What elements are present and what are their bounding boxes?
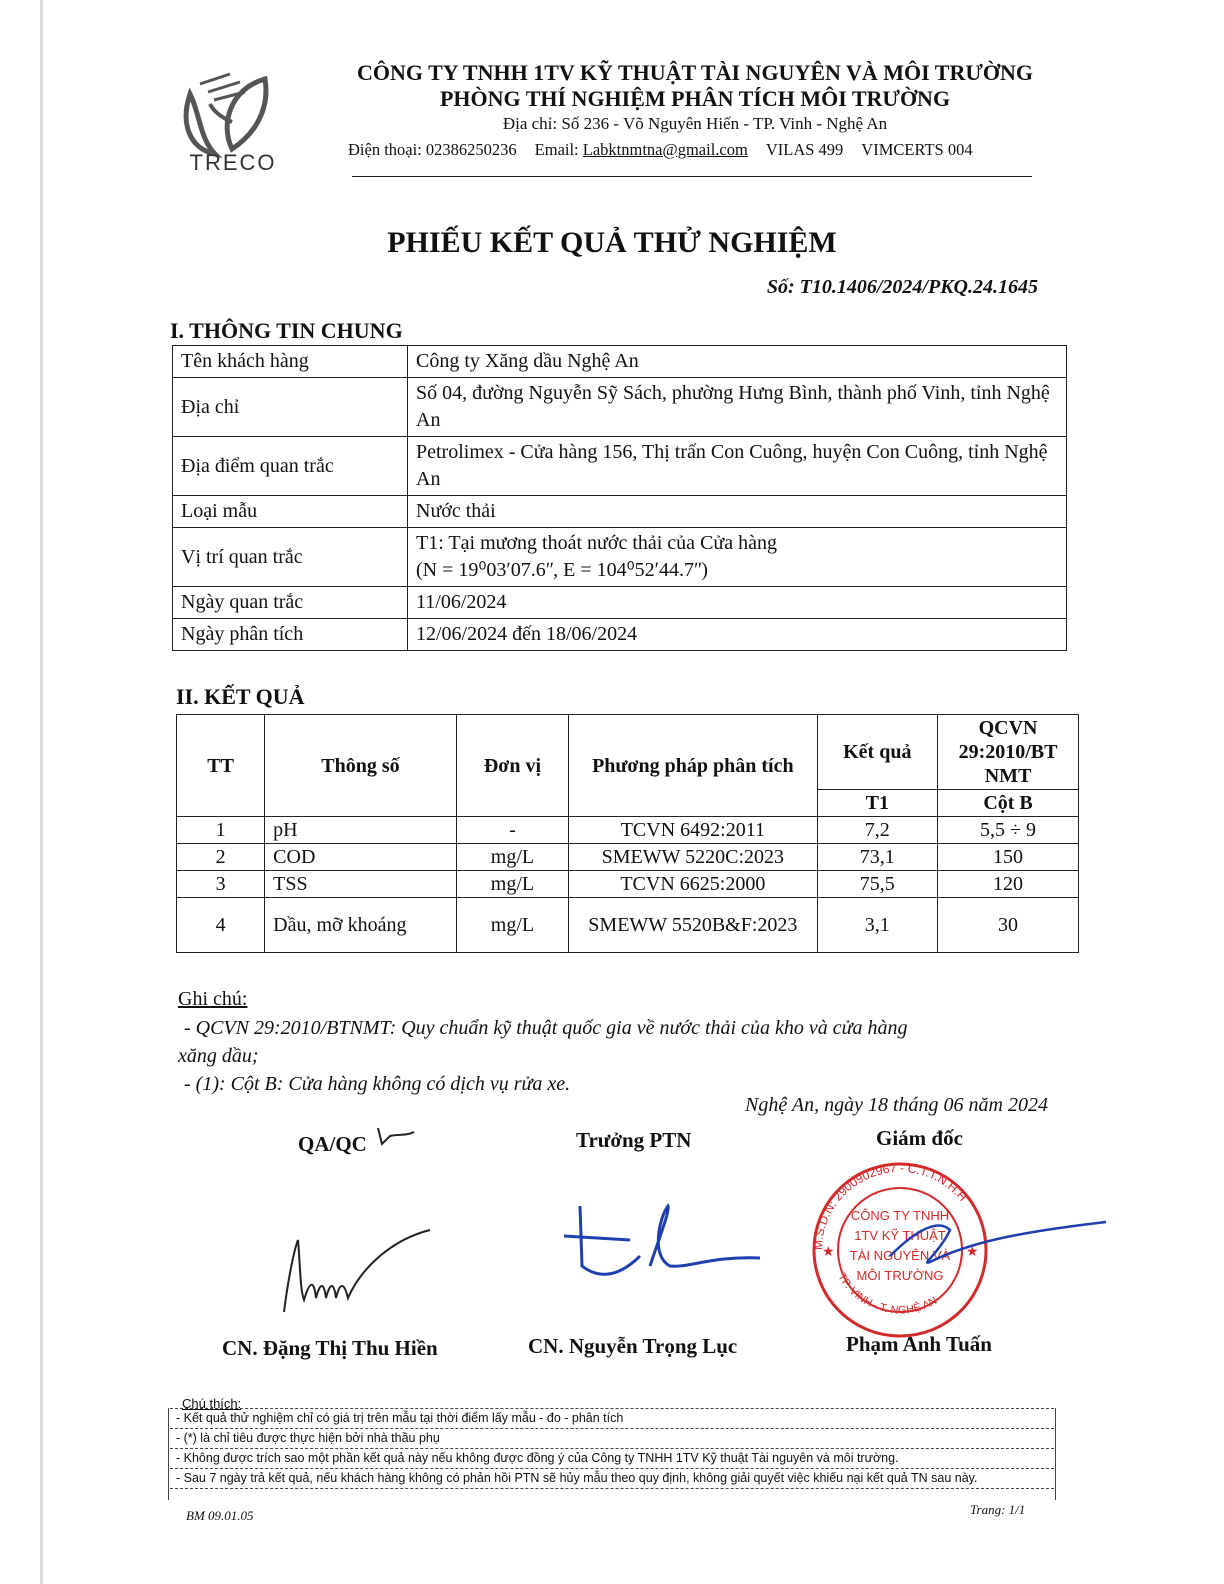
info-value: 12/06/2024 đến 18/06/2024 xyxy=(408,619,1067,651)
col-result: Kết quả xyxy=(817,715,938,790)
cell-standard: 5,5 ÷ 9 xyxy=(938,817,1079,844)
results-header-row xyxy=(177,715,1079,790)
form-code: BM 09.01.05 xyxy=(186,1508,254,1523)
initial-signature-icon xyxy=(372,1122,422,1152)
col-standard: QCVN 29:2010/BT NMT xyxy=(938,715,1079,790)
director-name: Phạm Anh Tuấn xyxy=(846,1332,992,1356)
col-tt: TT xyxy=(177,715,265,817)
header-divider xyxy=(352,176,1032,177)
col-unit: Đơn vị xyxy=(456,715,568,817)
note-line: xăng dầu; xyxy=(178,1045,259,1067)
lab-head-name: CN. Nguyễn Trọng Lục xyxy=(528,1334,738,1358)
info-row xyxy=(173,619,1067,651)
qaqc-signature-icon xyxy=(270,1220,450,1320)
cell-method: SMEWW 5220C:2023 xyxy=(569,844,817,871)
info-key: Địa chỉ xyxy=(173,378,408,437)
svg-text:★: ★ xyxy=(822,1245,835,1260)
vilas-code: VILAS 499 xyxy=(765,140,844,159)
cell-unit: - xyxy=(456,817,568,844)
stamp-line: 1TV KỸ THUẬT xyxy=(854,1228,946,1243)
cell-tt: 4 xyxy=(177,898,265,953)
info-key: Ngày quan trắc xyxy=(173,587,408,619)
cell-method: SMEWW 5520B&F:2023 xyxy=(569,898,817,953)
general-info-table xyxy=(172,345,1067,651)
stamp-line: MÔI TRƯỜNG xyxy=(856,1268,944,1283)
info-row xyxy=(173,346,1067,378)
cell-param: TSS xyxy=(265,871,457,898)
results-table xyxy=(176,714,1079,953)
cell-result: 3,1 xyxy=(817,898,938,953)
cell-tt: 1 xyxy=(177,817,265,844)
footer-line: - Kết quả thử nghiệm chỉ có giá trị trên mẫu tại thời điểm lấy mẫu - đo - phân tích xyxy=(170,1408,1054,1429)
cell-method: TCVN 6625:2000 xyxy=(569,871,817,898)
table-row xyxy=(177,898,1079,953)
email-link[interactable]: Labktnmtna@gmail.com xyxy=(582,140,748,159)
cell-standard: 30 xyxy=(938,898,1079,953)
info-value: 11/06/2024 xyxy=(408,587,1067,619)
info-value: Petrolimex - Cửa hàng 156, Thị trấn Con Cuông, huyện Con Cuông, tỉnh Nghệ An xyxy=(408,437,1067,496)
director-signature-icon xyxy=(880,1196,1110,1286)
phone: Điện thoại: 02386250236 xyxy=(348,140,517,159)
info-row xyxy=(173,587,1067,619)
col-param: Thông số xyxy=(265,715,457,817)
place-date: Nghệ An, ngày 18 tháng 06 năm 2024 xyxy=(745,1094,1048,1116)
cell-method: TCVN 6492:2011 xyxy=(569,817,817,844)
cell-param: COD xyxy=(265,844,457,871)
lab-head-signature-icon xyxy=(560,1196,780,1296)
footer-line: - Không được trích sao một phần kết quả này nếu không được đồng ý của Công ty TNHH 1TV Kỹ thuật Tài nguyên và môi trường. xyxy=(170,1449,1054,1469)
role-qaqc: QA/QC xyxy=(298,1132,367,1156)
location-coords: (N = 19⁰03ʹ07.6ʺ, E = 104⁰52ʹ44.7ʺ) xyxy=(416,559,708,581)
stamp-line: TÀI NGUYÊN VÀ xyxy=(849,1248,951,1263)
cell-tt: 3 xyxy=(177,871,265,898)
footer-line: - Sau 7 ngày trả kết quả, nếu khách hàng không có phản hồi PTN sẽ hủy mẫu theo quy định, không giải quyết việc khiếu nại kết quả TN sau này. xyxy=(170,1469,1054,1489)
page-number: Trang: 1/1 xyxy=(970,1502,1026,1517)
info-key: Tên khách hàng xyxy=(173,346,408,378)
notes-heading: Ghi chú: xyxy=(178,988,248,1010)
stamp-line: CÔNG TY TNHH xyxy=(850,1208,950,1223)
qaqc-name: CN. Đặng Thị Thu Hiền xyxy=(222,1336,438,1360)
location-desc: T1: Tại mương thoát nước thải của Cửa hàng xyxy=(416,532,777,554)
cell-tt: 2 xyxy=(177,844,265,871)
lab-name: PHÒNG THÍ NGHIỆM PHÂN TÍCH MÔI TRƯỜNG xyxy=(439,86,951,111)
col-result-sample: T1 xyxy=(817,790,938,817)
note-line: - (1): Cột B: Cửa hàng không có dịch vụ rửa xe. xyxy=(184,1073,571,1095)
cell-result: 7,2 xyxy=(817,817,938,844)
stamp-bottom-text: TP. VINH - T. NGHỆ AN xyxy=(835,1271,940,1317)
cell-result: 73,1 xyxy=(817,844,938,871)
footer-heading: Chú thích: xyxy=(182,1396,242,1411)
info-value xyxy=(408,528,1067,587)
info-key: Ngày phân tích xyxy=(173,619,408,651)
vimcerts-code: VIMCERTS 004 xyxy=(861,140,973,159)
role-director: Giám đốc xyxy=(876,1126,963,1150)
role-lab-head: Trưởng PTN xyxy=(576,1128,692,1152)
email-label: Email: xyxy=(534,140,579,159)
info-row xyxy=(173,496,1067,528)
table-row xyxy=(177,844,1079,871)
cell-param: pH xyxy=(265,817,457,844)
info-value: Số 04, đường Nguyễn Sỹ Sách, phường Hưng Bình, thành phố Vinh, tỉnh Nghệ An xyxy=(408,378,1067,437)
cell-result: 75,5 xyxy=(817,871,938,898)
cell-unit: mg/L xyxy=(456,844,568,871)
cell-standard: 150 xyxy=(938,844,1079,871)
stamp-outer-text: M.S.D.N: 2900902967 - C.T.T.N.H.H xyxy=(810,1160,970,1251)
table-row xyxy=(177,871,1079,898)
info-key: Vị trí quan trắc xyxy=(173,528,408,587)
note-line: - QCVN 29:2010/BTNMT: Quy chuẩn kỹ thuật quốc gia về nước thải của kho và cửa hàng xyxy=(184,1017,908,1039)
table-row xyxy=(177,817,1079,844)
cell-param: Dầu, mỡ khoáng xyxy=(265,898,457,953)
info-value: Nước thải xyxy=(408,496,1067,528)
col-method: Phương pháp phân tích xyxy=(569,715,817,817)
section-general-heading: I. THÔNG TIN CHUNG xyxy=(170,318,403,343)
document-number: Số: T10.1406/2024/PKQ.24.1645 xyxy=(766,276,1038,298)
contact-line xyxy=(348,140,1048,160)
document-title: PHIẾU KẾT QUẢ THỬ NGHIỆM xyxy=(387,226,837,259)
cell-unit: mg/L xyxy=(456,871,568,898)
footer-notes xyxy=(170,1408,1054,1489)
info-key: Địa điểm quan trắc xyxy=(173,437,408,496)
company-address: Địa chỉ: Số 236 - Võ Nguyên Hiến - TP. Vinh - Nghệ An xyxy=(502,114,888,133)
info-value: Công ty Xăng dầu Nghệ An xyxy=(408,346,1067,378)
svg-text:★: ★ xyxy=(966,1245,979,1260)
cell-unit: mg/L xyxy=(456,898,568,953)
info-key: Loại mẫu xyxy=(173,496,408,528)
info-row xyxy=(173,437,1067,496)
info-row xyxy=(173,528,1067,587)
company-name: CÔNG TY TNHH 1TV KỸ THUẬT TÀI NGUYÊN VÀ MÔI TRƯỜNG xyxy=(356,60,1033,85)
logo-text: TRECO xyxy=(189,150,277,175)
info-row xyxy=(173,378,1067,437)
section-results-heading: II. KẾT QUẢ xyxy=(176,684,305,709)
footer-line: - (*) là chỉ tiêu được thực hiện bởi nhà thầu phụ xyxy=(170,1429,1054,1449)
cell-standard: 120 xyxy=(938,871,1079,898)
col-standard-column: Cột B xyxy=(938,790,1079,817)
